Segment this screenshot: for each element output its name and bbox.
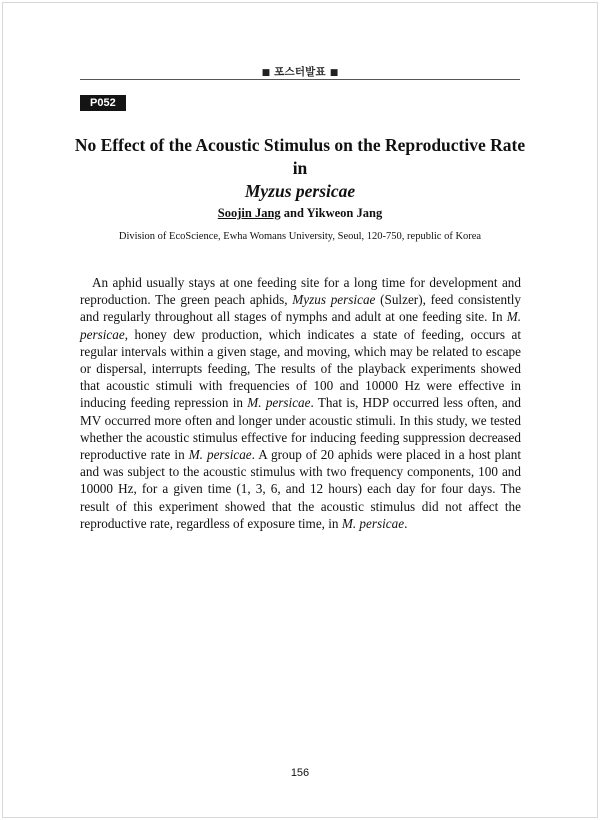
abstract-text: An aphid usually stays at one feeding site for a long time for development and reproduction. The green peach aphids, <box>80 275 521 308</box>
abstract-text: . That is, HDP occurred less often, and MV occurred more often and longer under acoustic stimuli. In this study, we tested whether the acoustic stimulus effective for inducing feeding suppression decreased reproductive rate in <box>80 395 521 463</box>
section-title: 포스터발표 <box>274 66 326 78</box>
co-author: and Yikweon Jang <box>280 206 383 220</box>
species-name: Myzus persicae <box>292 292 376 308</box>
abstract-body <box>80 274 521 532</box>
abstract-text: (Sulzer), feed consistently and regularly throughout all stages of nymphs and adult at one feeding site. In <box>80 292 522 325</box>
affiliation: Division of EcoScience, Ewha Womans University, Seoul, 120-750, republic of Korea <box>118 231 482 242</box>
species-name: M. persicae <box>80 309 521 342</box>
section-header <box>80 64 520 79</box>
abstract-text: . A group of 20 aphids were placed in a host plant and was subject to the acoustic stimulus with two frequency components, 100 and 10000 Hz, for a given time (1, 3, 6, and 12 hours) each day for four days. The result of this experiment showed that the acoustic stimulus did not affect the reproductive rate, regardless of exposure time, in <box>80 447 521 531</box>
square-bullet-icon: ■ <box>329 68 339 78</box>
paper-title <box>70 134 530 203</box>
abstract-text: , honey dew production, which indicates a state of feeding, occurs at regular intervals within a given stage, and moving, which may be related to escape or dispersal, interrupts feeding, The results of the playback experiments showed that acoustic stimuli with frequencies of 100 and 10000 Hz were effective in inducing feeding repression in <box>80 326 521 411</box>
poster-code-badge: P052 <box>80 95 126 111</box>
presenting-author: Soojin Jang <box>217 206 281 220</box>
title-line: No Effect of the Acoustic Stimulus on the Reproductive Rate in <box>74 135 526 178</box>
author-list <box>80 206 520 221</box>
square-bullet-icon: ■ <box>261 68 271 78</box>
species-name: M. persicae <box>247 395 311 411</box>
page-number: 156 <box>290 767 310 779</box>
title-species: Myzus persicae <box>244 181 356 201</box>
species-name: M. persicae <box>341 515 405 531</box>
abstract-text: . <box>404 515 408 531</box>
species-name: M. persicae <box>188 447 252 463</box>
header-divider <box>80 79 520 80</box>
